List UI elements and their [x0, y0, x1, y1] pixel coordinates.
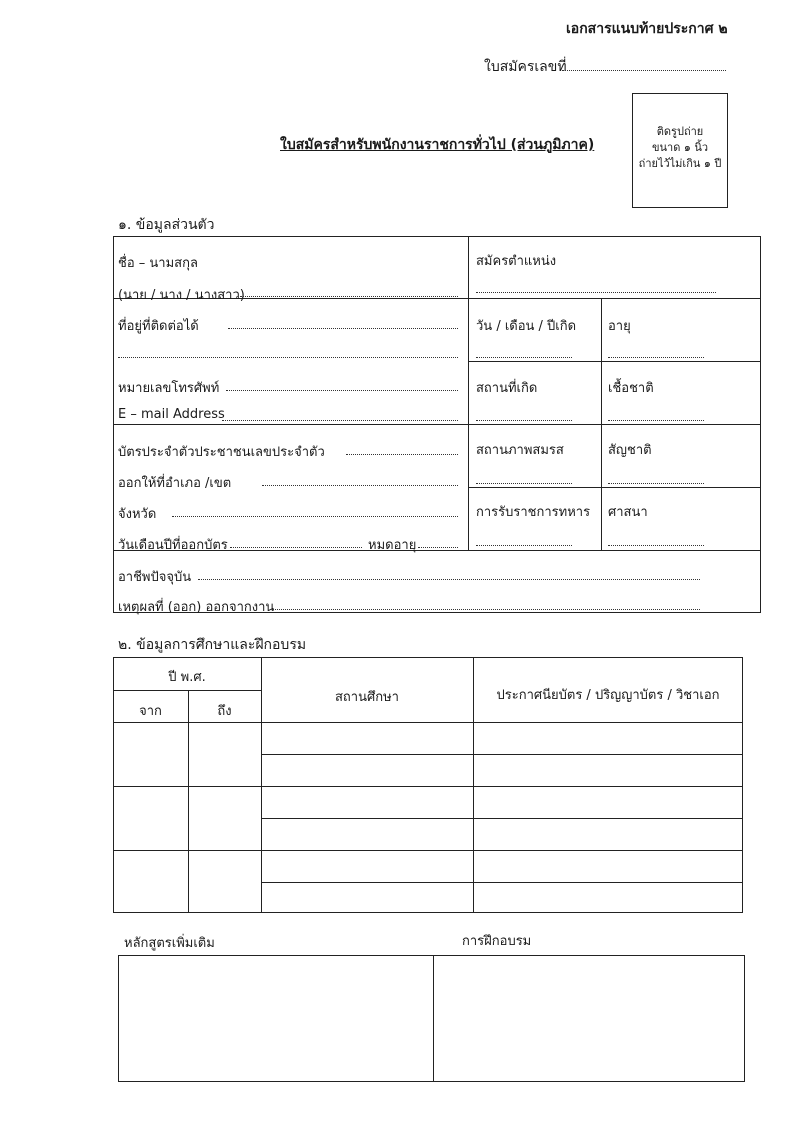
military-field[interactable] [476, 545, 572, 546]
prefix-label: (นาย / นาง / นางสาว) [118, 288, 245, 303]
name-label: ชื่อ – นามสกุล [118, 256, 198, 271]
to-header: ถึง [217, 704, 232, 719]
occupation-field[interactable] [198, 579, 700, 580]
issue-date-field[interactable] [230, 547, 362, 548]
race-field[interactable] [608, 420, 704, 421]
reason-label: เหตุผลที่ (ออก) ออกจากงาน [118, 600, 275, 615]
age-field[interactable] [608, 357, 704, 358]
nationality-label: สัญชาติ [608, 443, 652, 458]
courses-field[interactable] [119, 956, 432, 1081]
annex-label: เอกสารแนบท้ายประกาศ ๒ [566, 21, 728, 37]
expiry-field[interactable] [418, 547, 458, 548]
photo-line-3: ถ่ายไว้ไม่เกิน ๑ ปี [638, 157, 722, 170]
section-2-heading: ๒. ข้อมูลการศึกษาและฝึกอบรม [118, 637, 307, 653]
email-label: E – mail Address [118, 407, 225, 422]
phone-label: หมายเลขโทรศัพท์ [118, 381, 220, 396]
race-label: เชื้อชาติ [608, 381, 654, 396]
issued-district-label: ออกให้ที่อำเภอ /เขต [118, 476, 232, 491]
province-label: จังหวัด [118, 507, 157, 522]
name-field[interactable] [240, 296, 458, 297]
photo-line-2: ขนาด ๑ นิ้ว [651, 141, 709, 154]
marital-field[interactable] [476, 483, 572, 484]
application-number-label: ใบสมัครเลขที่ [484, 59, 567, 75]
address-field-2[interactable] [118, 357, 458, 358]
photo-line-1: ติดรูปถ่าย [656, 125, 704, 138]
birthplace-field[interactable] [476, 420, 572, 421]
training-label: การฝึกอบรม [462, 934, 532, 949]
training-field[interactable] [434, 956, 744, 1081]
issued-district-field[interactable] [262, 485, 458, 486]
age-label: อายุ [608, 319, 631, 334]
nationality-field[interactable] [608, 483, 704, 484]
position-label: สมัครตำแหน่ง [476, 254, 557, 269]
issue-date-label: วันเดือนปีที่ออกบัตร [118, 538, 228, 553]
institution-header: สถานศึกษา [335, 690, 399, 705]
address-field-1[interactable] [228, 328, 458, 329]
from-header: จาก [139, 704, 162, 719]
photo-box [632, 93, 728, 208]
courses-label: หลักสูตรเพิ่มเติม [124, 936, 215, 951]
marital-label: สถานภาพสมรส [476, 443, 564, 458]
id-card-label: บัตรประจำตัวประชาชนเลขประจำตัว [118, 445, 325, 460]
religion-label: ศาสนา [608, 505, 648, 520]
id-card-field[interactable] [346, 454, 458, 455]
address-label: ที่อยู่ที่ติดต่อได้ [118, 319, 199, 334]
dob-field[interactable] [476, 357, 572, 358]
expiry-label: หมดอายุ [368, 538, 417, 553]
year-header: ปี พ.ศ. [168, 670, 206, 685]
occupation-label: อาชีพปัจจุบัน [118, 570, 192, 585]
email-field[interactable] [222, 420, 458, 421]
degree-header: ประกาศนียบัตร / ปริญญาบัตร / วิชาเอก [496, 688, 720, 703]
section-1-heading: ๑. ข้อมูลส่วนตัว [118, 217, 215, 233]
application-number-field[interactable] [562, 70, 726, 71]
dob-label: วัน / เดือน / ปีเกิด [476, 319, 577, 334]
page-title: ใบสมัครสำหรับพนักงานราชการทั่วไป (ส่วนภูมิภาค) [280, 137, 595, 153]
military-label: การรับราชการทหาร [476, 505, 591, 520]
province-field[interactable] [172, 516, 458, 517]
religion-field[interactable] [608, 545, 704, 546]
phone-field[interactable] [226, 390, 458, 391]
position-field[interactable] [476, 292, 716, 293]
birthplace-label: สถานที่เกิด [476, 381, 538, 396]
reason-field[interactable] [272, 609, 700, 610]
